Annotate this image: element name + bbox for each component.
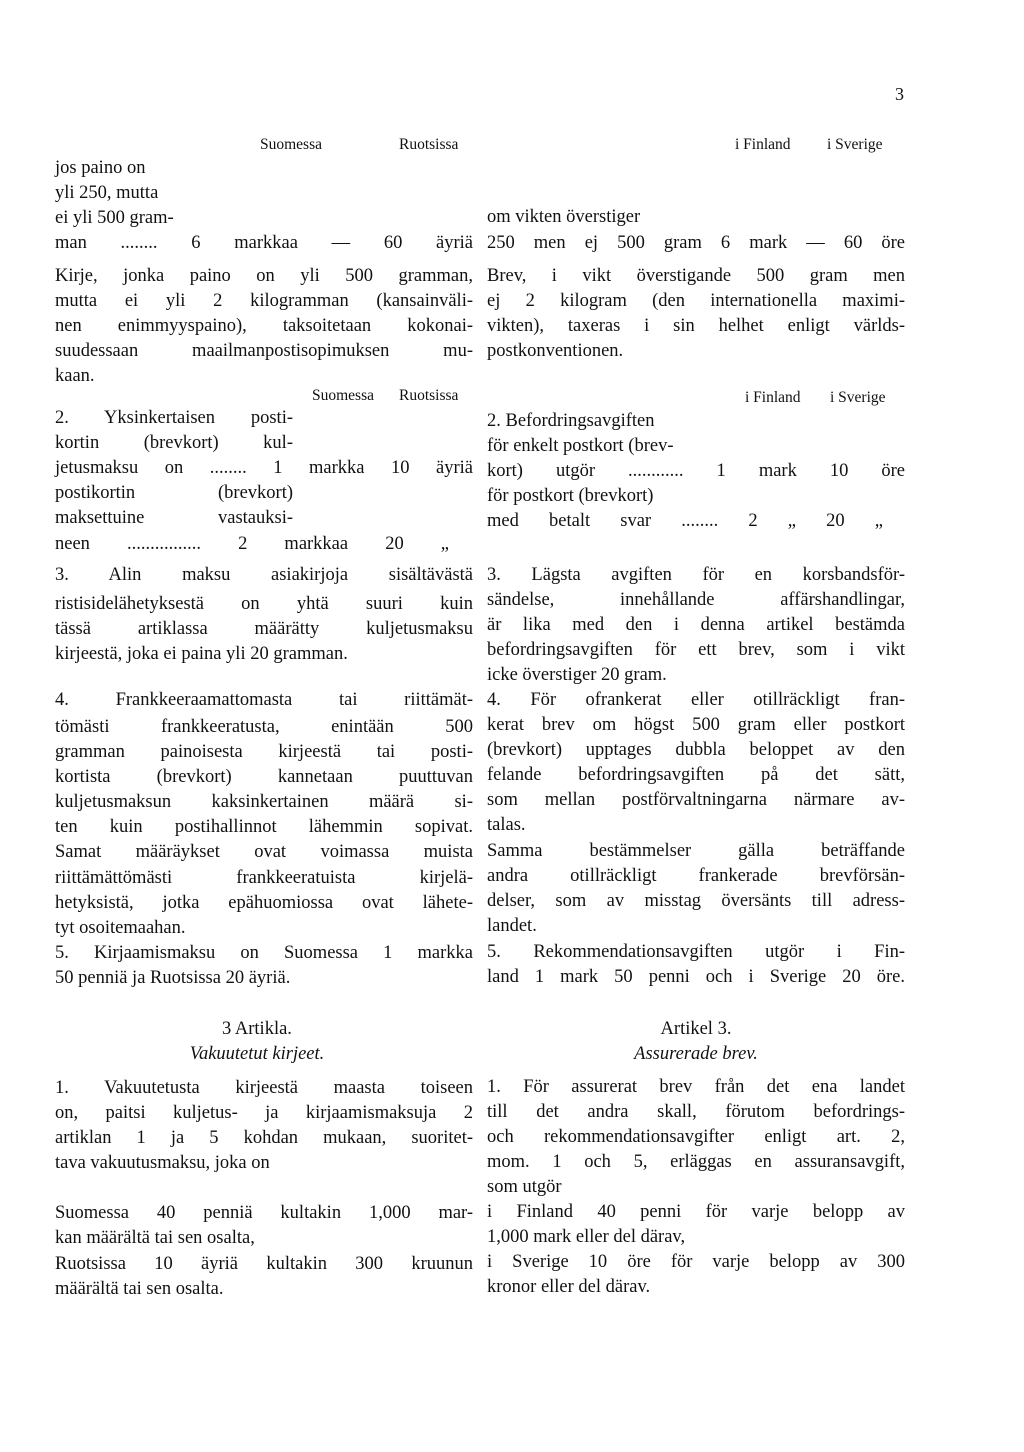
text-line: för postkort (brevkort): [487, 486, 654, 506]
text-line: hetyksistä, jotka epähuomiossa ovat lähete-: [55, 893, 473, 913]
text-line: i Finland 40 penni för varje belopp av: [487, 1202, 905, 1222]
text-line: som utgör: [487, 1177, 562, 1197]
column-header-i-sverige: i Sverige: [830, 389, 886, 406]
text-line: med betalt svar ........ 2 „ 20 „: [487, 511, 883, 531]
text-line: Suomessa 40 penniä kultakin 1,000 mar-: [55, 1203, 473, 1223]
text-line: Ruotsissa 10 äyriä kultakin 300 kruunun: [55, 1254, 473, 1274]
text-line: kort) utgör ............ 1 mark 10 öre: [487, 461, 905, 481]
text-line: kronor eller del därav.: [487, 1277, 651, 1297]
article-title: Vakuutetut kirjeet.: [189, 1044, 325, 1064]
text-line: 2. Yksinkertaisen posti-: [55, 408, 293, 428]
text-line: man ........ 6 markkaa — 60 äyriä: [55, 233, 473, 253]
column-header-i-finland: i Finland: [735, 136, 791, 153]
text-line: icke överstiger 20 gram.: [487, 665, 667, 685]
text-line: tömästi frankkeeratusta, enintään 500: [55, 717, 473, 737]
finnish-column: [55, 0, 473, 1452]
text-line: (brevkort) upptages dubbla beloppet av den: [487, 740, 905, 760]
text-line: felande befordringsavgiften på det sätt,: [487, 765, 905, 785]
text-line: som mellan postförvaltningarna närmare av-: [487, 790, 905, 810]
text-line: jos paino on: [55, 158, 146, 178]
text-line: till det andra skall, förutom befordrings-: [487, 1102, 905, 1122]
text-line: 5. Rekommendationsavgiften utgör i Fin-: [487, 942, 905, 962]
text-line: neen ................ 2 markkaa 20 „: [55, 534, 449, 554]
text-line: Samat määräykset ovat voimassa muista: [55, 842, 473, 862]
column-header-ruotsissa: Ruotsissa: [399, 387, 459, 404]
text-line: andra otillräckligt frankerade brevförsän-: [487, 866, 905, 886]
text-line: 1,000 mark eller del därav,: [487, 1227, 686, 1247]
text-line: 5. Kirjaamismaksu on Suomessa 1 markka: [55, 943, 473, 963]
text-line: tava vakuutusmaksu, joka on: [55, 1153, 270, 1173]
text-line: 4. Frankkeeraamattomasta tai riittämät-: [55, 690, 473, 710]
text-line: mutta ei yli 2 kilogramman (kansainväli-: [55, 291, 473, 311]
text-line: delser, som av misstag översänts till adress-: [487, 891, 905, 911]
text-line: riittämättömästi frankkeeratuista kirjelä-: [55, 868, 473, 888]
text-line: land 1 mark 50 penni och i Sverige 20 öre.: [487, 967, 905, 987]
text-line: kortin (brevkort) kul-: [55, 433, 293, 453]
text-line: suudessaan maailmanpostisopimuksen mu-: [55, 341, 473, 361]
text-line: ei yli 500 gram-: [55, 208, 174, 228]
text-line: ristisidelähetyksestä on yhtä suuri kuin: [55, 594, 473, 614]
text-line: tässä artiklassa määrätty kuljetusmaksu: [55, 619, 473, 639]
text-line: mom. 1 och 5, erläggas en assuransavgift,: [487, 1152, 905, 1172]
text-line: artiklan 1 ja 5 kohdan mukaan, suoritet-: [55, 1128, 473, 1148]
text-line: kerat brev om högst 500 gram eller postkort: [487, 715, 905, 735]
text-line: 1. Vakuutetusta kirjeestä maasta toiseen: [55, 1078, 473, 1098]
text-line: 1. För assurerat brev från det ena landet: [487, 1077, 905, 1097]
text-line: vikten), taxeras i sin helhet enligt världs-: [487, 316, 905, 336]
column-header-i-finland: i Finland: [745, 389, 801, 406]
text-line: nen enimmyyspaino), taksoitetaan kokonai-: [55, 316, 473, 336]
column-header-ruotsissa: Ruotsissa: [399, 136, 459, 153]
text-line: kirjeestä, joka ei paina yli 20 gramman.: [55, 644, 348, 664]
text-line: 4. För ofrankerat eller otillräckligt fran-: [487, 690, 905, 710]
column-header-suomessa: Suomessa: [312, 387, 374, 404]
text-line: befordringsavgiften för ett brev, som i vikt: [487, 640, 905, 660]
text-line: ej 2 kilogram (den internationella maximi-: [487, 291, 905, 311]
text-line: för enkelt postkort (brev-: [487, 436, 674, 456]
text-line: on, paitsi kuljetus- ja kirjaamismaksuja 2: [55, 1103, 473, 1123]
column-header-suomessa: Suomessa: [260, 136, 322, 153]
text-line: landet.: [487, 916, 537, 936]
text-line: yli 250, mutta: [55, 183, 159, 203]
text-line: 2. Befordringsavgiften: [487, 411, 655, 431]
article-heading: 3 Artikla.: [222, 1019, 292, 1039]
text-line: maksettuine vastauksi-: [55, 508, 293, 528]
page-number: 3: [895, 84, 904, 104]
text-line: och rekommendationsavgifter enligt art. 2,: [487, 1127, 905, 1147]
text-line: 50 penniä ja Ruotsissa 20 äyriä.: [55, 968, 291, 988]
text-line: gramman painoisesta kirjeestä tai posti-: [55, 742, 473, 762]
text-line: 3. Lägsta avgiften för en korsbandsför-: [487, 565, 905, 585]
article-heading: Artikel 3.: [660, 1019, 732, 1039]
swedish-column: [487, 0, 905, 1452]
text-line: kaan.: [55, 366, 95, 386]
text-line: postkonventionen.: [487, 341, 624, 361]
text-line: postikortin (brevkort): [55, 483, 293, 503]
text-line: i Sverige 10 öre för varje belopp av 300: [487, 1252, 905, 1272]
text-line: kan määrältä tai sen osalta,: [55, 1228, 255, 1248]
text-line: 250 men ej 500 gram 6 mark — 60 öre: [487, 233, 905, 253]
text-line: jetusmaksu on ........ 1 markka 10 äyriä: [55, 458, 473, 478]
text-line: Kirje, jonka paino on yli 500 gramman,: [55, 266, 473, 286]
text-line: sändelse, innehållande affärshandlingar,: [487, 590, 905, 610]
text-line: kuljetusmaksun kaksinkertainen määrä si-: [55, 792, 473, 812]
text-line: kortista (brevkort) kannetaan puuttuvan: [55, 767, 473, 787]
text-line: määrältä tai sen osalta.: [55, 1279, 224, 1299]
text-line: Samma bestämmelser gälla beträffande: [487, 841, 905, 861]
text-line: om vikten överstiger: [487, 207, 641, 227]
text-line: tyt osoitemaahan.: [55, 918, 186, 938]
article-title: Assurerade brev.: [634, 1044, 758, 1064]
text-line: Brev, i vikt överstigande 500 gram men: [487, 266, 905, 286]
text-line: 3. Alin maksu asiakirjoja sisältävästä: [55, 565, 473, 585]
text-line: ten kuin postihallinnot lähemmin sopivat.: [55, 817, 473, 837]
text-line: talas.: [487, 815, 526, 835]
text-line: är lika med den i denna artikel bestämda: [487, 615, 905, 635]
column-header-i-sverige: i Sverige: [827, 136, 883, 153]
